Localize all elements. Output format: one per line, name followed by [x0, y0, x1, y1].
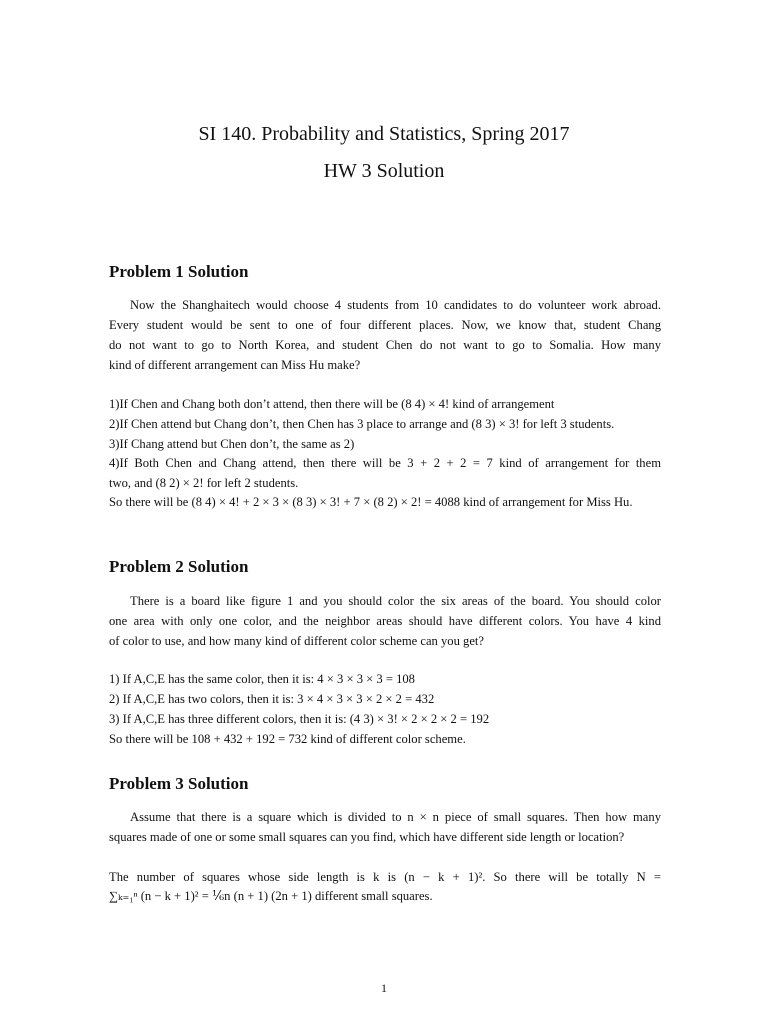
problem-1-solution-line: So there will be (8 4) × 4! + 2 × 3 × (8 3) × 3! + 7 × (8 2) × 2! = 4088 kind of arrangement for Miss Hu. — [109, 495, 633, 509]
problem-1-solution-line: 3)If Chang attend but Chen don’t, the same as 2) — [109, 437, 355, 451]
problem-2-solution-line: 3) If A,C,E has three different colors, then it is: (4 3) × 3! × 2 × 2 × 2 = 192 — [109, 712, 490, 726]
problem-3-heading: Problem 3 Solution — [109, 774, 249, 793]
problem-2-solution-line: So there will be 108 + 432 + 192 = 732 kind of different color scheme. — [109, 732, 466, 746]
homework-title: HW 3 Solution — [323, 160, 445, 182]
problem-1-statement-line: Now the Shanghaitech would choose 4 students from 10 candidates to do volunteer work abroad. — [130, 298, 661, 312]
problem-3-solution-line: The number of squares whose side length is k is (n − k + 1)². So there will be totally N = — [109, 870, 661, 884]
problem-2-statement-line: one area with only one color, and the neighbor areas should have different colors. You have 4 kind — [109, 614, 661, 628]
problem-1-solution-line: 2)If Chen attend but Chang don’t, then Chen has 3 place to arrange and (8 3) × 3! for left 3 students. — [109, 417, 615, 431]
problem-3-statement-line: Assume that there is a square which is divided to n × n piece of small squares. Then how many — [130, 810, 661, 824]
problem-1-solution-line: two, and (8 2) × 2! for left 2 students. — [109, 476, 299, 490]
page-number: 1 — [381, 981, 387, 995]
problem-2-statement-line: of color to use, and how many kind of different color scheme can you get? — [109, 634, 485, 648]
problem-1-heading: Problem 1 Solution — [109, 262, 249, 281]
problem-1-solution-line: 1)If Chen and Chang both don’t attend, then there will be (8 4) × 4! kind of arrangement — [109, 397, 555, 411]
problem-1-statement-line: kind of different arrangement can Miss Hu make? — [109, 358, 361, 372]
problem-3-solution-line: ∑ₖ₌₁ⁿ (n − k + 1)² = ⅙n (n + 1) (2n + 1) different small squares. — [109, 889, 433, 903]
problem-2-solution-line: 1) If A,C,E has the same color, then it is: 4 × 3 × 3 × 3 = 108 — [109, 672, 415, 686]
problem-2-heading: Problem 2 Solution — [109, 557, 249, 576]
course-title: SI 140. Probability and Statistics, Spring 2017 — [198, 123, 570, 145]
problem-1-solution-line: 4)If Both Chen and Chang attend, then there will be 3 + 2 + 2 = 7 kind of arrangement for them — [109, 456, 661, 470]
problem-1-statement-line: do not want to go to North Korea, and student Chen do not want to go to Somalia. How many — [109, 338, 661, 352]
problem-2-solution-line: 2) If A,C,E has two colors, then it is: 3 × 4 × 3 × 3 × 2 × 2 = 432 — [109, 692, 435, 706]
problem-1-statement-line: Every student would be sent to one of four different places. Now, we know that, student Chang — [109, 318, 661, 332]
problem-3-statement-line: squares made of one or some small squares can you find, which have different side length or location? — [109, 830, 625, 844]
problem-2-statement-line: There is a board like figure 1 and you should color the six areas of the board. You should color — [130, 594, 661, 608]
